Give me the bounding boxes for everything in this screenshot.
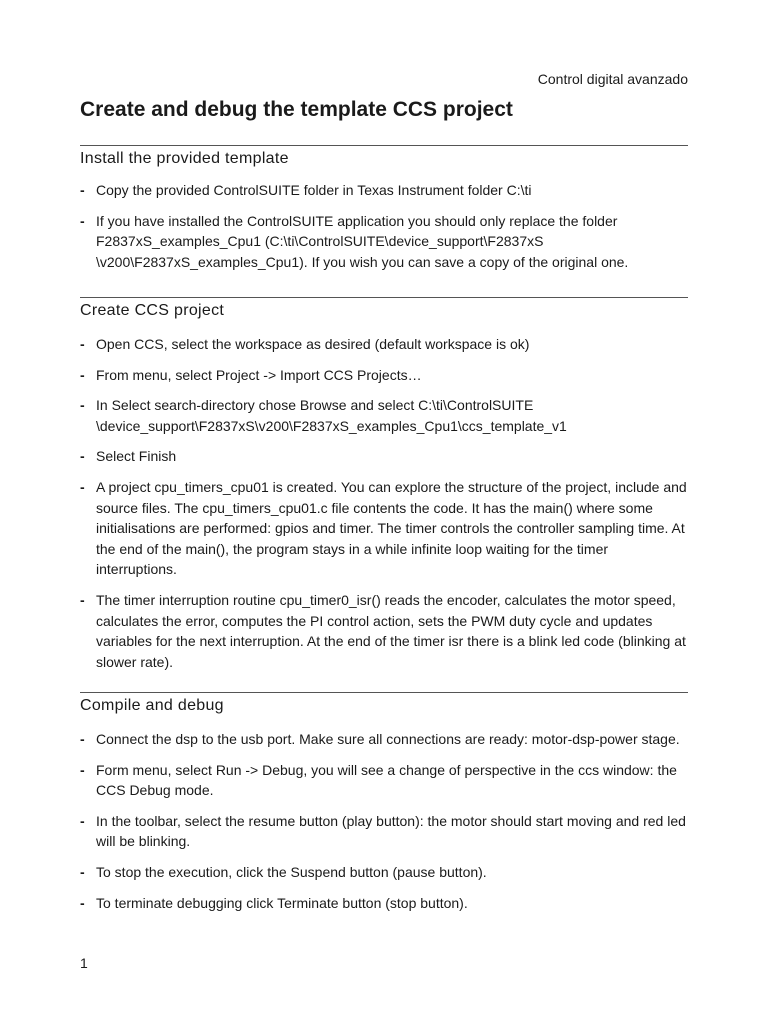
- list-item-text: Select Finish: [96, 448, 177, 465]
- bullet-list: [80, 334, 688, 672]
- section-create: [80, 297, 688, 672]
- list-item-text: Connect the dsp to the usb port. Make sure all connections are ready: motor-dsp-power stage.: [96, 731, 680, 747]
- list-item: [80, 760, 688, 801]
- bullet-dash: -: [80, 894, 85, 911]
- list-item-text: Form menu, select Run -> Debug, you will see a change of perspective in the ccs window: the CCS Debug mode.: [96, 761, 677, 799]
- list-item: [80, 729, 688, 750]
- bullet-dash: -: [80, 212, 85, 229]
- list-item-text: Copy the provided ControlSUITE folder in Texas Instrument folder C:\ti: [96, 182, 532, 198]
- list-item: [80, 180, 688, 201]
- bullet-list: [80, 729, 688, 913]
- bullet-dash: -: [80, 448, 85, 465]
- bullet-dash: -: [80, 812, 85, 829]
- section-divider: [80, 297, 688, 298]
- bullet-list: [80, 180, 688, 272]
- section-divider: [80, 692, 688, 693]
- list-item-text: In the toolbar, select the resume button (play button): the motor should start moving and red led will be blinking.: [96, 812, 686, 850]
- section-install: [80, 145, 688, 272]
- bullet-dash: -: [80, 731, 85, 747]
- list-item: [80, 862, 688, 883]
- section-divider: [80, 145, 688, 146]
- list-item: [80, 365, 688, 386]
- bullet-dash: -: [80, 366, 85, 383]
- list-item-text: To stop the execution, click the Suspend button (pause button).: [96, 863, 487, 880]
- section-compile: [80, 692, 688, 913]
- list-item: [80, 211, 688, 273]
- bullet-dash: -: [80, 336, 85, 352]
- page-number: 1: [80, 955, 88, 971]
- bullet-dash: -: [80, 478, 85, 495]
- bullet-dash: -: [80, 863, 85, 880]
- list-item-text: From menu, select Project -> Import CCS Projects…: [96, 366, 422, 383]
- list-item-text: Open CCS, select the workspace as desired (default workspace is ok): [96, 336, 530, 352]
- list-item-text: The timer interruption routine cpu_timer0_isr() reads the encoder, calculates the motor speed, calculates the error, computes the PI control action, sets the PWM duty cycle and updates variables for the next interruption. At the end of the timer isr there is a blink led code (blinking at slower rate).: [96, 591, 686, 670]
- list-item: [80, 446, 688, 467]
- running-header: Control digital avanzado: [537, 71, 688, 87]
- section-heading: Install the provided template: [80, 150, 289, 167]
- section-heading: Compile and debug: [80, 697, 224, 714]
- list-item: [80, 395, 688, 436]
- list-item: [80, 477, 688, 580]
- bullet-dash: -: [80, 591, 85, 608]
- list-item-text: To terminate debugging click Terminate button (stop button).: [96, 894, 468, 911]
- bullet-dash: -: [80, 182, 85, 198]
- list-item: [80, 334, 688, 355]
- bullet-dash: -: [80, 397, 85, 414]
- bullet-dash: -: [80, 761, 85, 778]
- section-heading: Create CCS project: [80, 302, 225, 319]
- list-item-text: If you have installed the ControlSUITE application you should only replace the folder F2837xS_examples_Cpu1 (C:\ti\ControlSUITE\device_support\F2837xS \v200\F2837xS_examples_Cpu1). If you wish you can save a copy of the original one.: [96, 212, 629, 270]
- list-item-text: A project cpu_timers_cpu01 is created. You can explore the structure of the project, include and source files. The cpu_timers_cpu01.c file contents the code. It has the main() where some initialisations are performed: gpios and timer. The timer controls the controller sampling time. At the end of the main(), the program stays in a while infinite loop waiting for the timer interruptions.: [96, 478, 687, 578]
- list-item: [80, 893, 688, 914]
- page-title: Create and debug the template CCS project: [80, 98, 513, 121]
- list-item-text: In Select search-directory chose Browse and select C:\ti\ControlSUITE \device_support\F2837xS\v200\F2837xS_examples_Cpu1\ccs_template_v1: [96, 397, 567, 434]
- list-item: [80, 811, 688, 852]
- list-item: [80, 590, 688, 672]
